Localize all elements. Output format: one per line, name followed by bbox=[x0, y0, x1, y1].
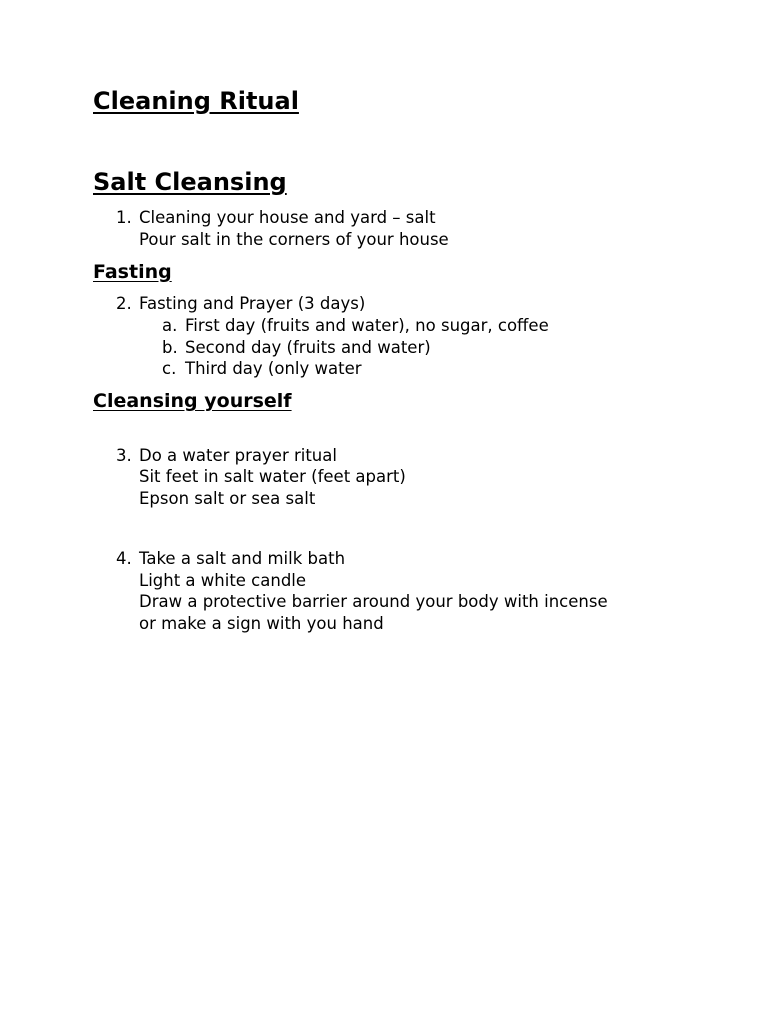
list-item-continuation: Sit feet in salt water (feet apart) bbox=[139, 467, 406, 486]
sublist-item-text: Third day (only water bbox=[185, 359, 362, 378]
sublist-item-text: Second day (fruits and water) bbox=[185, 338, 431, 357]
list-item-continuation: Epson salt or sea salt bbox=[139, 489, 316, 508]
list-number: 3. bbox=[116, 446, 132, 465]
heading-salt-cleansing: Salt Cleansing bbox=[93, 168, 287, 196]
list-number: 1. bbox=[116, 208, 132, 227]
list-item-continuation: or make a sign with you hand bbox=[139, 614, 384, 633]
sublist-item-text: First day (fruits and water), no sugar, coffee bbox=[185, 316, 549, 335]
document-title: Cleaning Ritual bbox=[93, 87, 299, 115]
heading-fasting: Fasting bbox=[93, 261, 172, 283]
list-item-continuation: Draw a protective barrier around your body with incense bbox=[139, 592, 608, 611]
list-item-text: Do a water prayer ritual bbox=[139, 446, 337, 465]
list-item-continuation: Pour salt in the corners of your house bbox=[139, 230, 449, 249]
list-item-continuation: Light a white candle bbox=[139, 571, 307, 590]
sublist-letter: b. bbox=[162, 338, 178, 357]
list-item-text: Take a salt and milk bath bbox=[139, 549, 346, 568]
list-item-text: Fasting and Prayer (3 days) bbox=[139, 294, 366, 313]
heading-cleansing-yourself: Cleansing yourself bbox=[93, 390, 292, 412]
list-number: 4. bbox=[116, 549, 132, 568]
sublist-letter: a. bbox=[162, 316, 178, 335]
list-item-text: Cleaning your house and yard – salt bbox=[139, 208, 436, 227]
sublist-letter: c. bbox=[162, 359, 177, 378]
list-number: 2. bbox=[116, 294, 132, 313]
